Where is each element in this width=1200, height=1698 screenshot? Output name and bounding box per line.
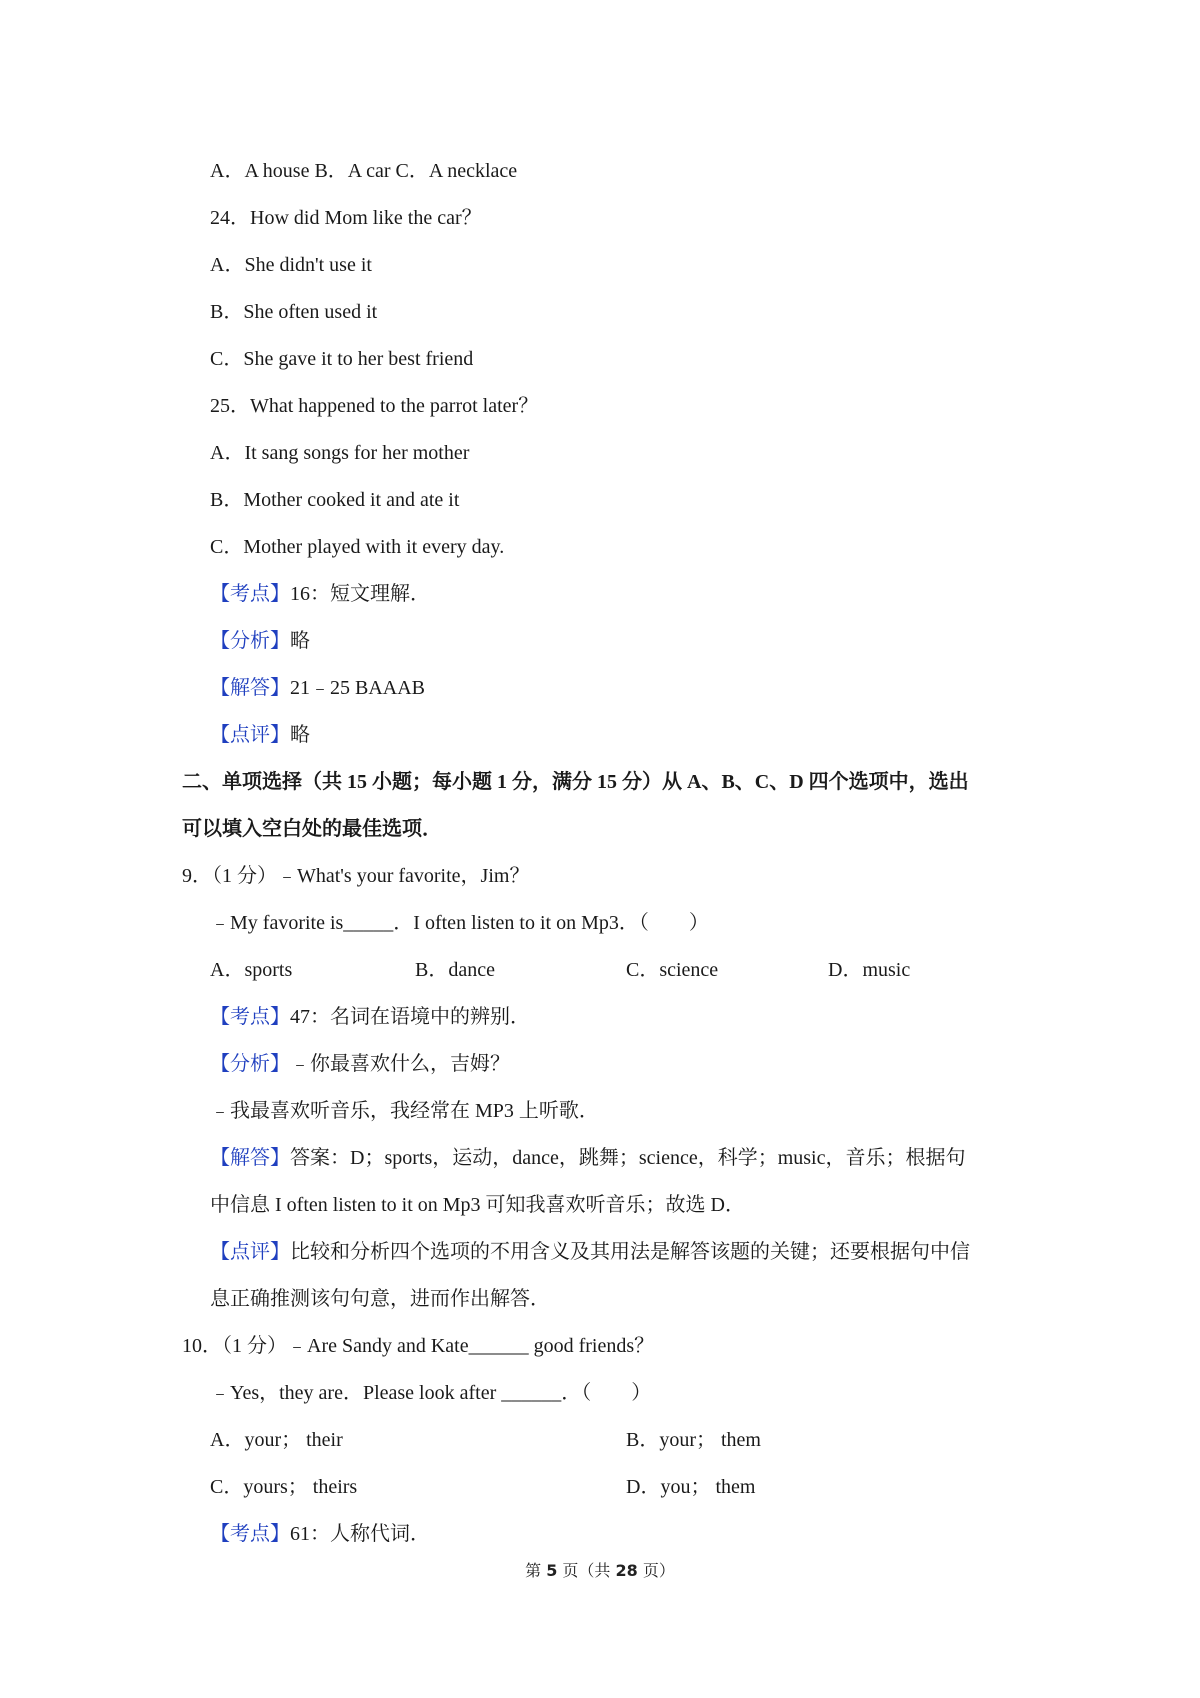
dianping-tag: 【点评】 (210, 1241, 290, 1263)
q25-stem: 25．What happened to the parrot later？ (210, 395, 539, 417)
q24-option-b: B．She often used it (210, 301, 378, 323)
q9-dianping (210, 1238, 970, 1266)
q25-option-a: A．It sang songs for her mother (210, 442, 470, 464)
q10-option-b: B．your； them (626, 1429, 761, 1451)
q9-jieda (210, 1144, 965, 1172)
kaodian-text: 16：短文理解． (290, 583, 430, 605)
jieda-tag: 【解答】 (210, 677, 290, 699)
dianping-tag: 【点评】 (210, 724, 290, 746)
q9-option-b: B．dance (415, 959, 495, 981)
q10-stem: 10．（1 分）﹣Are Sandy and Kate______ good friends？ (182, 1335, 655, 1357)
q10-option-a: A．your； their (210, 1429, 343, 1451)
reading-jieda (210, 674, 425, 702)
q24-stem: 24．How did Mom like the car？ (210, 207, 482, 229)
footer-middle: 页（共 (557, 1561, 616, 1580)
fenxi-tag: 【分析】 (210, 1053, 290, 1075)
footer-total-pages: 28 (615, 1561, 638, 1580)
reading-dianping (210, 721, 310, 749)
q9-option-d: D．music (828, 959, 911, 981)
q9-option-c: C．science (626, 959, 719, 981)
kaodian-tag: 【考点】 (210, 1006, 290, 1028)
fenxi-tag: 【分析】 (210, 630, 290, 652)
q25-option-b: B．Mother cooked it and ate it (210, 489, 460, 511)
reading-fenxi (210, 627, 310, 655)
q25-option-c: C．Mother played with it every day. (210, 536, 505, 558)
kaodian-tag: 【考点】 (210, 583, 290, 605)
fenxi-text: ﹣你最喜欢什么，吉姆？ (290, 1053, 510, 1075)
q9-fenxi-line2: ﹣我最喜欢听音乐，我经常在 MP3 上听歌． (210, 1100, 599, 1122)
kaodian-text: 61：人称代词． (290, 1523, 430, 1545)
footer-prefix: 第 (525, 1561, 547, 1580)
kaodian-tag: 【考点】 (210, 1523, 290, 1545)
dianping-text: 略 (290, 724, 310, 746)
q9-option-a: A．sports (210, 959, 293, 981)
q9-jieda-line2: 中信息 I often listen to it on Mp3 可知我喜欢听音乐；故选 D． (210, 1194, 745, 1216)
jieda-text: 答案：D；sports，运动，dance，跳舞；science，科学；music，音乐；根据句 (290, 1147, 966, 1169)
q9-dianping-line2: 息正确推测该句句意，进而作出解答． (210, 1288, 550, 1310)
section2-title-line1: 二、单项选择（共 15 小题；每小题 1 分，满分 15 分）从 A、B、C、D 四个选项中，选出 (182, 771, 969, 793)
q10-line2: ﹣Yes，they are．Please look after ______．（ ） (210, 1382, 652, 1404)
jieda-tag: 【解答】 (210, 1147, 290, 1169)
fenxi-text: 略 (290, 630, 310, 652)
q9-fenxi (210, 1050, 510, 1078)
q23-options: A．A house B．A car C．A necklace (210, 160, 518, 182)
section2-title-line2: 可以填入空白处的最佳选项． (182, 818, 442, 840)
q10-option-d: D．you； them (626, 1476, 756, 1498)
kaodian-text: 47：名词在语境中的辨别． (290, 1006, 530, 1028)
q24-option-a: A．She didn't use it (210, 254, 372, 276)
jieda-text: 21﹣25 BAAAB (290, 677, 426, 699)
reading-kaodian (210, 580, 430, 608)
footer-suffix: 页） (637, 1561, 675, 1580)
q10-kaodian (210, 1520, 430, 1548)
page-footer (0, 1560, 1200, 1582)
q10-option-c: C．yours； theirs (210, 1476, 358, 1498)
q9-kaodian (210, 1003, 530, 1031)
dianping-text: 比较和分析四个选项的不用含义及其用法是解答该题的关键；还要根据句中信 (290, 1241, 970, 1263)
q9-stem: 9．（1 分）﹣What's your favorite，Jim？ (182, 865, 530, 887)
footer-page-number: 5 (546, 1561, 558, 1580)
q24-option-c: C．She gave it to her best friend (210, 348, 474, 370)
q9-line2: ﹣My favorite is_____．I often listen to it on Mp3．（ ） (210, 912, 709, 934)
